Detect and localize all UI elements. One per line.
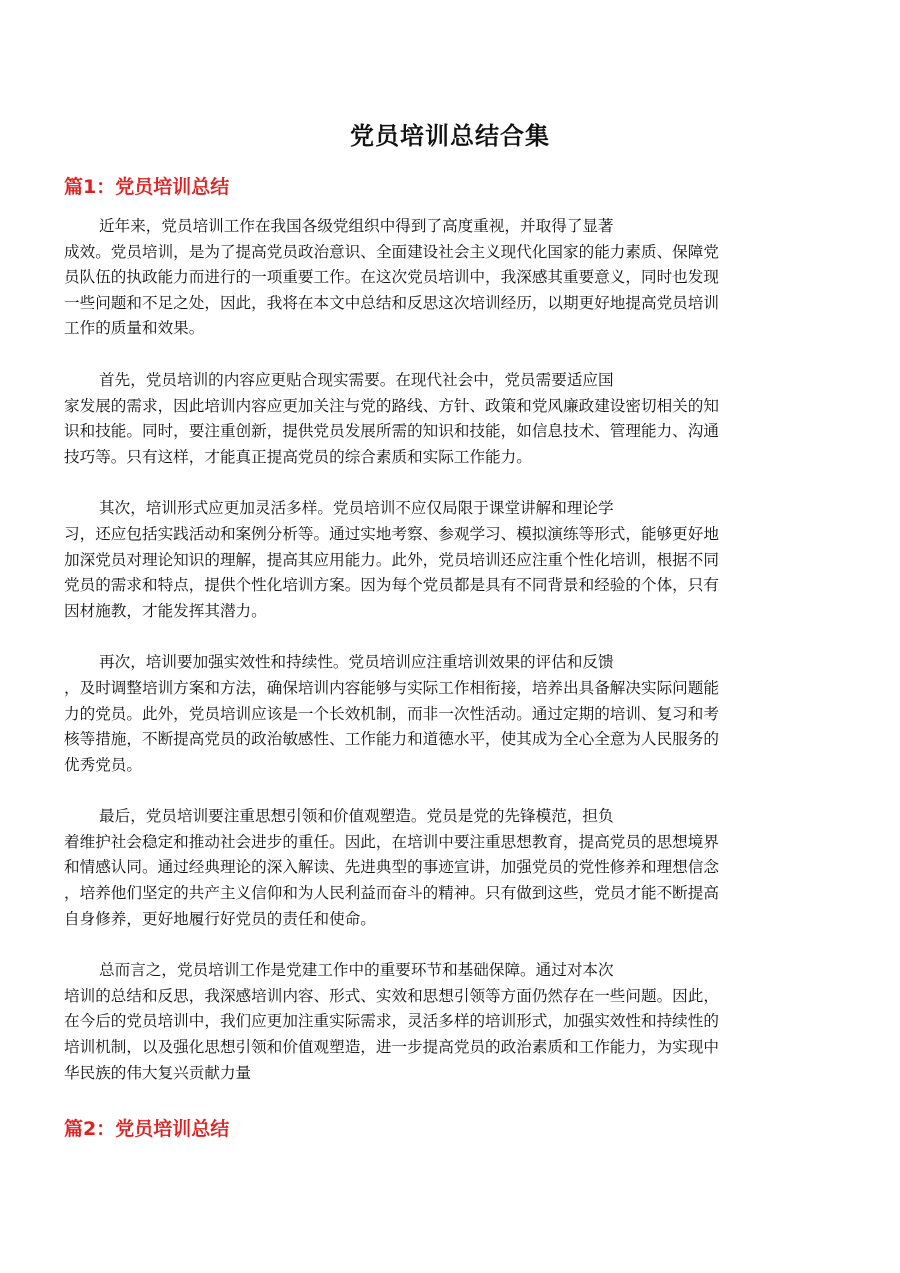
paragraph-line: 核等措施，不断提高党员的政治敏感性、工作能力和道德水平，使其成为全心全意为人民服务的 — [64, 730, 719, 749]
paragraph-line: 首先，党员培训的内容应更贴合现实需要。在现代社会中，党员需要适应国 — [99, 370, 614, 389]
paragraph-line: 近年来，党员培训工作在我国各级党组织中得到了高度重视，并取得了显著 — [99, 217, 614, 235]
section-heading-2: 篇2：党员培训总结 — [64, 1118, 230, 1140]
paragraph-line: 加深党员对理论知识的理解，提高其应用能力。此外，党员培训还应注重个性化培训，根据不同 — [64, 550, 719, 569]
paragraph-line: 培训的总结和反思，我深感培训内容、形式、实效和思想引领等方面仍然存在一些问题。因此， — [64, 986, 719, 1005]
paragraph-line: 华民族的伟大复兴贡献力量 — [64, 1063, 252, 1082]
paragraph-line: 技巧等。只有这样，才能真正提高党员的综合素质和实际工作能力。 — [64, 447, 532, 466]
paragraph-line: 着维护社会稳定和推动社会进步的重任。因此，在培训中要注重思想教育，提高党员的思想境界 — [64, 832, 719, 851]
paragraph-line: 培训机制，以及强化思想引领和价值观塑造，进一步提高党员的政治素质和工作能力，为实现中 — [64, 1038, 719, 1057]
paragraph-6 — [64, 958, 836, 1086]
paragraph-line: 一些问题和不足之处，因此，我将在本文中总结和反思这次培训经历，以期更好地提高党员培训 — [64, 293, 719, 312]
paragraph-line: 工作的质量和效果。 — [64, 319, 205, 338]
paragraph-line: 优秀党员。 — [64, 755, 142, 774]
paragraph-line: 成效。党员培训，是为了提高党员政治意识、全面建设社会主义现代化国家的能力素质、保障党 — [64, 242, 719, 261]
paragraph-line: 因材施教，才能发挥其潜力。 — [64, 601, 267, 620]
document-title: 党员培训总结合集 — [350, 122, 550, 150]
paragraph-line: 自身修养，更好地履行好党员的责任和使命。 — [64, 909, 376, 928]
section-1-body — [64, 214, 836, 1112]
paragraph-line: 家发展的需求，因此培训内容应更加关注与党的路线、方针、政策和党风廉政建设密切相关的知 — [64, 396, 719, 415]
paragraph-line: 在今后的党员培训中，我们应更加注重实际需求，灵活多样的培训形式，加强实效性和持续性的 — [64, 1012, 719, 1031]
paragraph-5 — [64, 804, 836, 932]
paragraph-line: 习，还应包括实践活动和案例分析等。通过实地考察、参观学习、模拟演练等形式，能够更好地 — [64, 524, 719, 543]
paragraph-1 — [64, 214, 836, 342]
paragraph-line: ，及时调整培训方案和方法，确保培训内容能够与实际工作相衔接，培养出具备解决实际问题能 — [64, 678, 719, 697]
paragraph-line: ，培养他们坚定的共产主义信仰和为人民利益而奋斗的精神。只有做到这些，党员才能不断提高 — [64, 884, 719, 903]
paragraph-line: 和情感认同。通过经典理论的深入解读、先进典型的事迹宣讲，加强党员的党性修养和理想信念 — [64, 858, 719, 877]
paragraph-line: 再次，培训要加强实效性和持续性。党员培训应注重培训效果的评估和反馈 — [99, 653, 614, 672]
paragraph-2 — [64, 368, 836, 470]
paragraph-line: 员队伍的执政能力而进行的一项重要工作。在这次党员培训中，我深感其重要意义，同时也发现 — [64, 268, 719, 287]
paragraph-line: 识和技能。同时，要注重创新，提供党员发展所需的知识和技能，如信息技术、管理能力、沟通 — [64, 422, 719, 441]
paragraph-line: 党员的需求和特点，提供个性化培训方案。因为每个党员都是具有不同背景和经验的个体，只有 — [64, 576, 719, 595]
paragraph-line: 最后，党员培训要注重思想引领和价值观塑造。党员是党的先锋模范，担负 — [99, 807, 614, 826]
paragraph-line: 总而言之，党员培训工作是党建工作中的重要环节和基础保障。通过对本次 — [99, 961, 614, 980]
paragraph-4 — [64, 650, 836, 778]
paragraph-line: 力的党员。此外，党员培训应该是一个长效机制，而非一次性活动。通过定期的培训、复习和考 — [64, 704, 719, 723]
paragraph-3 — [64, 496, 836, 624]
paragraph-line: 其次，培训形式应更加灵活多样。党员培训不应仅局限于课堂讲解和理论学 — [99, 499, 614, 518]
section-heading-1: 篇1：党员培训总结 — [64, 176, 230, 198]
